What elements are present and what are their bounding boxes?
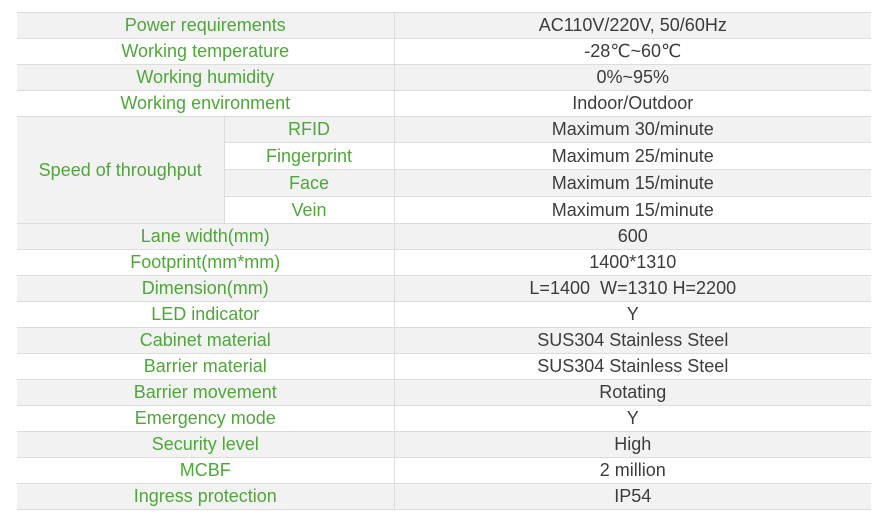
spec-label: Working humidity xyxy=(17,65,394,91)
spec-label: Dimension(mm) xyxy=(17,276,394,302)
spec-value: High xyxy=(394,432,871,458)
spec-row-barrier-movement xyxy=(17,380,871,406)
spec-label: Barrier material xyxy=(17,354,394,380)
spec-value: 2 million xyxy=(394,458,871,484)
spec-row-emergency-mode xyxy=(17,406,871,432)
spec-value: -28℃~60℃ xyxy=(394,39,871,65)
throughput-value: Maximum 25/minute xyxy=(394,143,871,170)
spec-row-security-level xyxy=(17,432,871,458)
throughput-method-label: Vein xyxy=(224,197,394,224)
spec-value: Y xyxy=(394,302,871,328)
spec-label: Working temperature xyxy=(17,39,394,65)
spec-row-cabinet-material xyxy=(17,328,871,354)
spec-label: MCBF xyxy=(17,458,394,484)
spec-label: Power requirements xyxy=(17,13,394,39)
spec-row-ingress-protection xyxy=(17,484,871,510)
throughput-method-label: RFID xyxy=(224,117,394,143)
spec-row-dimension xyxy=(17,276,871,302)
throughput-value: Maximum 15/minute xyxy=(394,170,871,197)
throughput-method-label: Face xyxy=(224,170,394,197)
spec-row-lane-width xyxy=(17,224,871,250)
throughput-value: Maximum 30/minute xyxy=(394,117,871,143)
spec-value: Indoor/Outdoor xyxy=(394,91,871,117)
spec-value: SUS304 Stainless Steel xyxy=(394,328,871,354)
spec-label: Cabinet material xyxy=(17,328,394,354)
spec-row-barrier-material xyxy=(17,354,871,380)
spec-value: 0%~95% xyxy=(394,65,871,91)
spec-label: Working environment xyxy=(17,91,394,117)
spec-value: SUS304 Stainless Steel xyxy=(394,354,871,380)
spec-label: Barrier movement xyxy=(17,380,394,406)
spec-label: Security level xyxy=(17,432,394,458)
spec-label: Footprint(mm*mm) xyxy=(17,250,394,276)
spec-label: Emergency mode xyxy=(17,406,394,432)
spec-value: IP54 xyxy=(394,484,871,510)
spec-row-mcbf xyxy=(17,458,871,484)
spec-value: AC110V/220V, 50/60Hz xyxy=(394,13,871,39)
spec-value: 1400*1310 xyxy=(394,250,871,276)
spec-row-environment xyxy=(17,91,871,117)
spec-label: Lane width(mm) xyxy=(17,224,394,250)
spec-row-footprint xyxy=(17,250,871,276)
spec-row-power xyxy=(17,13,871,39)
spec-row-led-indicator xyxy=(17,302,871,328)
throughput-value: Maximum 15/minute xyxy=(394,197,871,224)
throughput-row-rfid xyxy=(17,117,871,143)
spec-label: LED indicator xyxy=(17,302,394,328)
spec-table xyxy=(17,12,871,510)
spec-value: L=1400 W=1310 H=2200 xyxy=(394,276,871,302)
spec-row-humidity xyxy=(17,65,871,91)
spec-value: Y xyxy=(394,406,871,432)
spec-label: Ingress protection xyxy=(17,484,394,510)
spec-value: 600 xyxy=(394,224,871,250)
throughput-group-label: Speed of throughput xyxy=(17,117,224,224)
spec-row-temperature xyxy=(17,39,871,65)
spec-value: Rotating xyxy=(394,380,871,406)
throughput-method-label: Fingerprint xyxy=(224,143,394,170)
